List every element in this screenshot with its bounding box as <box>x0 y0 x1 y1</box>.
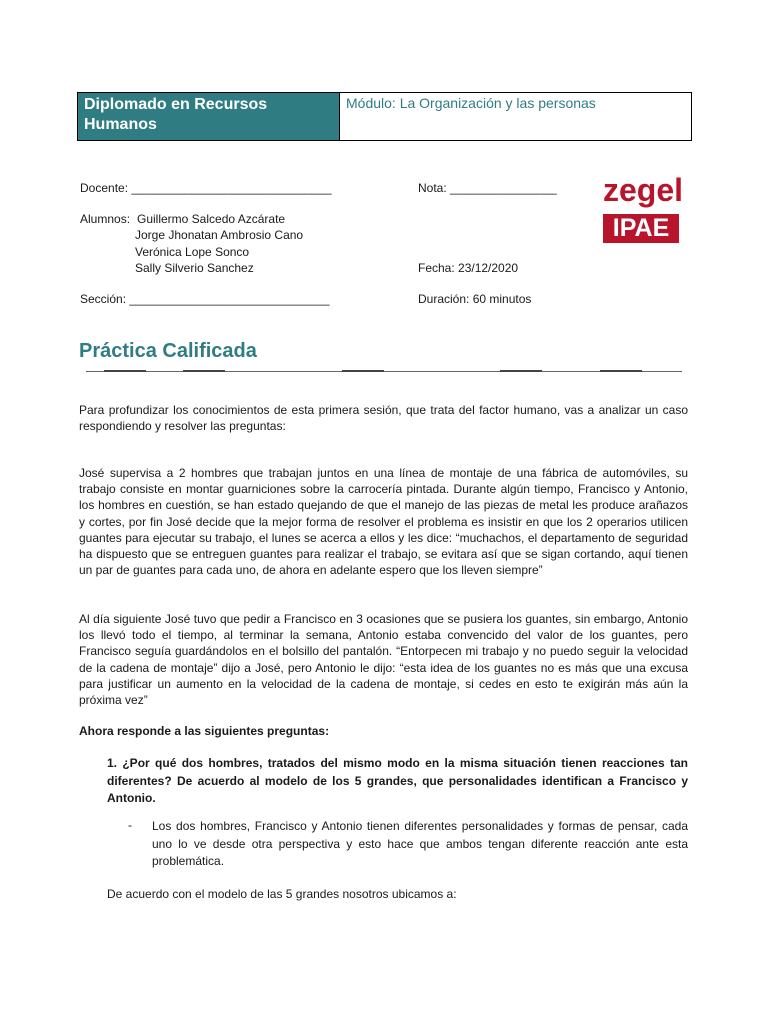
ipae-logo: IPAE <box>603 214 679 243</box>
divider-accent <box>342 370 384 372</box>
alumnos-label: Alumnos: <box>80 212 131 226</box>
alumno-1: Guillermo Salcedo Azcárate <box>137 212 286 226</box>
seccion-field: Sección: ______________________________ <box>80 292 330 306</box>
zegel-logo: zegel <box>603 172 684 208</box>
alumno-2: Jorge Jhonatan Ambrosio Cano <box>135 228 304 242</box>
question-1: 1. ¿Por qué dos hombres, tratados del mismo modo en la misma situación tienen reacciones tan diferentes? De acuerdo al modelo de los 5 grandes, que personalidades identifican a Francisco y Antonio. <box>107 756 688 805</box>
intro-paragraph: Para profundizar los conocimientos de esta primera sesión, que trata del factor humano, vas a analizar un caso respondiendo y resolver las preguntas: <box>79 403 688 434</box>
case-paragraph-2: Al día siguiente José tuvo que pedir a Francisco en 3 ocasiones que se pusiera los guantes, sin embargo, Antonio los llevó todo el tiempo, al terminar la semana, Antonio estaba convencido del valor de los guantes, pero Francisco seguía guardándolos en el bolsillo del pantalón. “Entorpecen mi trabajo y no puedo seguir la velocidad de la cadena de montaje” dijo a José, pero Antonio le dijo: “esta idea de los guantes no es más que una excusa para justificar un aumento en la velocidad de la cadena de montaje, si cedes en esto te exigirán más aún la próxima vez” <box>79 612 688 708</box>
case-paragraph-1: José supervisa a 2 hombres que trabajan juntos en una línea de montaje de una fábrica de automóviles, su trabajo consiste en montar guarniciones sobre la carrocería pintada. Durante algún tiempo, Francisco y Antonio, los hombres en cuestión, se han estado quejando de que el manejo de las piezas de metal les produce arañazos y cortes, por fin José decide que la mejor forma de resolver el problema es insistir en que los 2 operarios utilicen guantes para ejecutar su trabajo, el lunes se acerca a ellos y les dice: “muchachos, el departamento de seguridad ha dispuesto que se entreguen guantes para realizar el trabajo, se evitara así que se sigan cortando, aquí tienen un par de guantes para cada uno, de ahora en adelante espero que los lleven siempre” <box>79 466 688 578</box>
divider-accent <box>600 370 642 372</box>
divider-accent <box>183 370 225 372</box>
nota-field: Nota: ________________ <box>418 181 557 195</box>
page-title: Práctica Calificada <box>79 340 257 362</box>
docente-field: Docente: ______________________________ <box>80 181 332 195</box>
module-title: Módulo: La Organización y las personas <box>346 95 596 111</box>
header-table <box>77 92 692 141</box>
instructions: Ahora responde a las siguientes preguntas: <box>79 724 330 738</box>
divider-accent <box>104 370 146 372</box>
alumno-3: Verónica Lope Sonco <box>135 245 250 259</box>
divider-accent <box>500 370 542 372</box>
alumno-4: Sally Silverio Sanchez <box>135 261 254 275</box>
fecha-field: Fecha: 23/12/2020 <box>418 261 519 275</box>
answer-1: Los dos hombres, Francisco y Antonio tienen diferentes personalidades y formas de pensar, cada uno lo ve desde otra perspectiva y esto hace que ambos tengan diferente reacción ante esta problemática. <box>152 819 688 868</box>
duracion-field: Duración: 60 minutos <box>418 292 532 306</box>
title-divider <box>86 371 682 372</box>
closing-line: De acuerdo con el modelo de las 5 grandes nosotros ubicamos a: <box>107 887 457 901</box>
answer-bullet: - <box>128 818 132 832</box>
program-title: Diplomado en Recursos Humanos <box>78 93 340 140</box>
